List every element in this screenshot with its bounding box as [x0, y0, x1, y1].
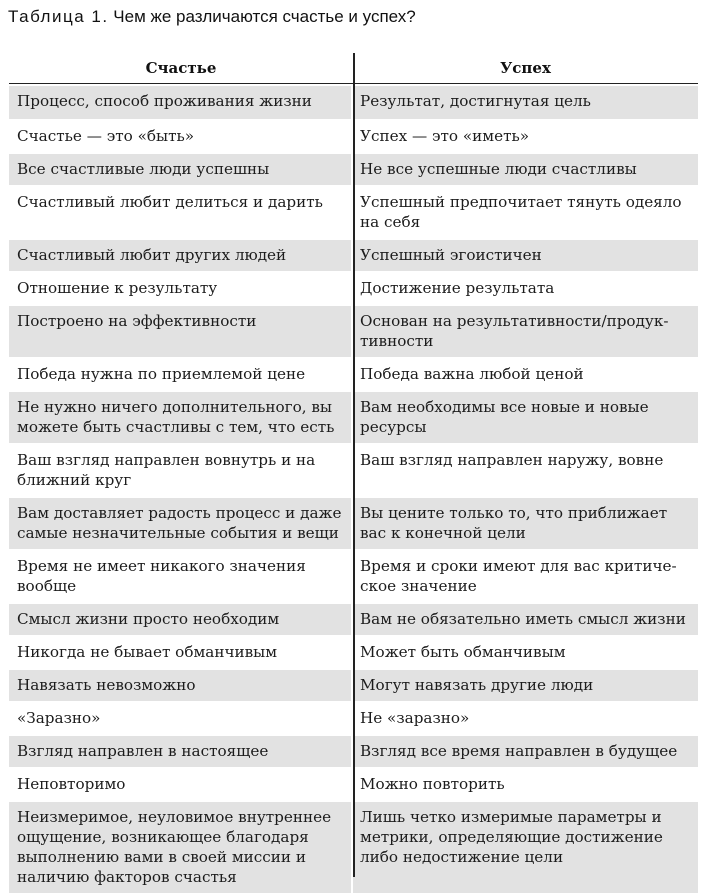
- success-cell: Достижение результата: [360, 279, 555, 297]
- success-cell: Не все успешные люди счастливы: [353, 154, 698, 185]
- happiness-cell: Неповторимо: [17, 775, 126, 793]
- caption-text: Чем же различаются счастье и успех?: [113, 7, 416, 26]
- success-cell: Результат, достигнутая цель: [353, 86, 698, 119]
- happiness-cell: Никогда не бывает обманчивым: [17, 643, 278, 661]
- table-caption: [8, 6, 416, 28]
- happiness-cell: Навязать невозможно: [9, 670, 351, 701]
- happiness-cell: Счастье — это «быть»: [17, 127, 195, 145]
- success-cell: Успешный эгоистичен: [353, 240, 698, 271]
- happiness-cell: Неизмеримое, неуловимое внутреннее ощущение, возникающее благодаря выполнению вами в своей миссии и наличию факторов счастья: [9, 802, 351, 893]
- success-cell: Может быть обманчивым: [360, 643, 566, 661]
- success-cell: Время и сроки имеют для вас критиче-ское значение: [360, 557, 677, 595]
- happiness-cell: Процесс, способ проживания жизни: [9, 86, 351, 119]
- success-cell: Успешный предпочитает тянуть одеяло на себя: [360, 193, 682, 231]
- success-cell: Могут навязать другие люди: [353, 670, 698, 701]
- happiness-cell: Счастливый любит делиться и дарить: [17, 193, 323, 211]
- success-cell: Победа важна любой ценой: [360, 365, 584, 383]
- comparison-table: [9, 53, 698, 893]
- success-cell: Вы цените только то, что приближает вас к конечной цели: [353, 498, 698, 549]
- success-cell: Взгляд все время направлен в будущее: [353, 736, 698, 767]
- caption-label: Таблица 1.: [8, 7, 109, 26]
- happiness-cell: Смысл жизни просто необходим: [9, 604, 351, 635]
- happiness-cell: Взгляд направлен в настоящее: [9, 736, 351, 767]
- happiness-cell: Не нужно ничего дополнительного, вы можете быть счастливы с тем, что есть: [9, 392, 351, 443]
- column-divider: [353, 53, 355, 877]
- success-cell: Вам необходимы все новые и новые ресурсы: [353, 392, 698, 443]
- success-cell: Вам не обязательно иметь смысл жизни: [353, 604, 698, 635]
- success-cell: Можно повторить: [360, 775, 505, 793]
- header-happiness: Счастье: [145, 59, 217, 77]
- happiness-cell: Построено на эффективности: [9, 306, 351, 357]
- happiness-cell: «Заразно»: [17, 709, 101, 727]
- happiness-cell: Ваш взгляд направлен вовнутрь и на ближний круг: [17, 451, 316, 489]
- success-cell: Не «заразно»: [360, 709, 470, 727]
- happiness-cell: Победа нужна по приемлемой цене: [17, 365, 306, 383]
- success-cell: Успех — это «иметь»: [360, 127, 530, 145]
- happiness-cell: Время не имеет никакого значения вообще: [17, 557, 306, 595]
- happiness-cell: Все счастливые люди успешны: [9, 154, 351, 185]
- success-cell: Ваш взгляд направлен наружу, вовне: [360, 451, 664, 469]
- success-cell: Основан на результативности/продук-тивности: [353, 306, 698, 357]
- header-success: Успех: [500, 59, 551, 77]
- happiness-cell: Вам доставляет радость процесс и даже самые незначительные события и вещи: [9, 498, 351, 549]
- happiness-cell: Отношение к результату: [17, 279, 218, 297]
- success-cell: Лишь четко измеримые параметры и метрики, определяющие достижение либо недостижение цели: [353, 802, 698, 893]
- happiness-cell: Счастливый любит других людей: [9, 240, 351, 271]
